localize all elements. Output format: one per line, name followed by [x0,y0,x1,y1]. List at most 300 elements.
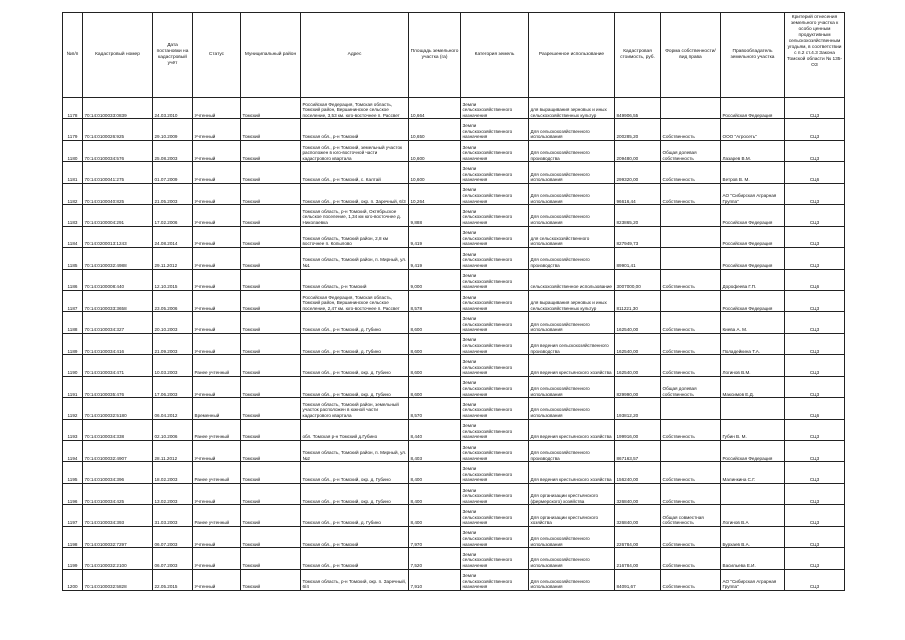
cell-criterion: СЦ3 [785,505,845,526]
cell-district: Томский [241,183,301,204]
cell-owner: ООО "Агросеть" [721,119,785,140]
cell-permitted-use: Для сельскохозяйственного использования [529,162,615,183]
cell-cadastral-number: 70:14:0100032:2100 [83,548,153,569]
cell-status: Учтенный [193,548,241,569]
cell-land-category: Земли сельскохозяйственного назначения [461,569,529,590]
cell-cadastral-number: 70:14:0100026:925 [83,119,153,140]
cell-status: Ранее учтенный [193,462,241,483]
cell-registration-date: 21.09.2003 [153,333,193,354]
cell-registration-date: 24.03.2010 [153,98,193,119]
cell-cadastral-value: 89901,41 [615,248,661,269]
cell-criterion: СЦ6 [785,269,845,290]
cell-permitted-use: сельскохозяйственное использование [529,269,615,290]
cell-status: Ранее учтенный [193,419,241,440]
cell-cadastral-value: 326840,00 [615,505,661,526]
cell-district: Томский [241,441,301,462]
cell-address: Томская обл., р-н Томский [301,526,409,547]
cell-land-category: Земли сельскохозяйственного назначения [461,119,529,140]
cell-status: Ранее учтенный [193,355,241,376]
cell-address: Томская область, р-н Томский, Октябрьское сельское поселение, 1,34 км юго-восточнее д. Николаевка [301,205,409,226]
cell-criterion: СЦ3 [785,355,845,376]
cell-district: Томский [241,398,301,419]
cell-area: 8,578 [409,290,461,311]
cell-owner: АО "Сибирская Аграрная Группа" [721,183,785,204]
cell-ownership-form: Собственность [661,419,721,440]
cell-land-category: Земли сельскохозяйственного назначения [461,183,529,204]
cell-district: Томский [241,226,301,247]
cell-area: 8,570 [409,398,461,419]
cell-permitted-use: Для сельскохозяйственного производства [529,140,615,161]
cell-cadastral-value: 3007000,00 [615,269,661,290]
cell-status: Учтенный [193,183,241,204]
cell-status: Учтенный [193,98,241,119]
table-row [63,226,845,247]
cell-district: Томский [241,205,301,226]
cell-cadastral-value: 811221,30 [615,290,661,311]
cell-criterion: СЦ6 [785,162,845,183]
cell-area: 10,650 [409,119,461,140]
cell-cadastral-value: 162540,00 [615,355,661,376]
cell-criterion: СЦ3 [785,226,845,247]
cell-area: 8,403 [409,441,461,462]
cell-area: 8,440 [409,419,461,440]
cell-owner: АО "Сибирская Аграрная Группа" [721,569,785,590]
cell-permitted-use: для сельскохозяйственного использования [529,226,615,247]
cell-cadastral-value: 209480,00 [615,140,661,161]
cell-area: 8,600 [409,312,461,333]
cell-address: Томская обл., р-н Томский, окр. д. Губино [301,483,409,504]
cell-owner: Максимов Е.Д. [721,376,785,397]
cell-area: 7,910 [409,569,461,590]
cell-address: Томская область, Томский район, 2,8 км восточнее п. Копылово [301,226,409,247]
land-registry-sheet [62,12,843,591]
cell-ownership-form: Собственность [661,355,721,376]
cell-cadastral-value: 162540,00 [615,333,661,354]
cell-row-number: 1192 [63,398,83,419]
col-header-status: Статус [193,13,241,98]
col-header-num: №п/п [63,13,83,98]
cell-district: Томский [241,162,301,183]
col-header-cadastral-number: Кадастровый номер [83,13,153,98]
cell-status: Учтенный [193,569,241,590]
table-row [63,505,845,526]
cell-ownership-form: Собственность [661,119,721,140]
cell-cadastral-number: 70:14:0100034:393 [83,505,153,526]
cell-owner: Бурхаев В.А. [721,526,785,547]
cell-cadastral-value: 823865,20 [615,205,661,226]
cell-criterion: СЦ3 [785,312,845,333]
cell-district: Томский [241,312,301,333]
cell-district: Томский [241,483,301,504]
cell-ownership-form [661,98,721,119]
cell-status: Учтенный [193,312,241,333]
land-plots-table [62,12,845,591]
cell-status: Учтенный [193,526,241,547]
cell-cadastral-number: 70:14:0100008:440 [83,269,153,290]
cell-permitted-use: Для сельскохозяйственного использования [529,376,615,397]
cell-owner: Российская Федерация [721,205,785,226]
cell-permitted-use: для выращивания зерновых и иных сельскохозяйственных культур [529,290,615,311]
cell-criterion: СЦ3 [785,548,845,569]
cell-area: 9,000 [409,269,461,290]
cell-area: 8,400 [409,462,461,483]
cell-criterion: СЦ3 [785,290,845,311]
cell-land-category: Земли сельскохозяйственного назначения [461,205,529,226]
col-header-cadastral-value: Кадастровая стоимость, руб. [615,13,661,98]
cell-row-number: 1198 [63,526,83,547]
cell-registration-date: 02.10.2006 [153,419,193,440]
cell-criterion: СЦ6 [785,398,845,419]
cell-land-category: Земли сельскохозяйственного назначения [461,162,529,183]
header-row [63,13,845,98]
cell-district: Томский [241,119,301,140]
cell-permitted-use: Для сельскохозяйственного производства [529,441,615,462]
cell-cadastral-value: 867163,57 [615,441,661,462]
table-row [63,483,845,504]
table-row [63,441,845,462]
cell-address: Томская обл., р-н Томский [301,119,409,140]
cell-area: 10,600 [409,162,461,183]
cell-row-number: 1195 [63,462,83,483]
table-row [63,548,845,569]
cell-ownership-form: Общая совместная собственность [661,505,721,526]
cell-address: Томская область, р-н Томский [301,269,409,290]
cell-cadastral-number: 70:14:0100034:416 [83,333,153,354]
cell-cadastral-number: 70:14:0100004:291 [83,205,153,226]
col-header-ownership-form: Форма собственности/вид права [661,13,721,98]
cell-land-category: Земли сельскохозяйственного назначения [461,398,529,419]
table-row [63,398,845,419]
cell-owner: Васильева Е.И. [721,548,785,569]
cell-cadastral-value: 200285,20 [615,119,661,140]
cell-cadastral-value: 96616,44 [615,183,661,204]
cell-permitted-use: Для сельскохозяйственного использования [529,526,615,547]
cell-address: Российская Федерация, Томская область, Томский район, Вершининское сельское поселение, 3,53 км. юго-восточнее п. Рассвет [301,98,409,119]
cell-cadastral-value: 216784,00 [615,548,661,569]
cell-ownership-form [661,398,721,419]
cell-district: Томский [241,526,301,547]
cell-cadastral-number: 70:14:0100041:275 [83,162,153,183]
cell-cadastral-number: 70:14:0100032:5180 [83,398,153,419]
cell-status: Учтенный [193,441,241,462]
cell-permitted-use: Для сельскохозяйственного производства [529,248,615,269]
cell-area: 8,600 [409,376,461,397]
table-row [63,462,845,483]
cell-area: 8,600 [409,333,461,354]
cell-criterion: СЦ3 [785,140,845,161]
cell-address: Томская область, Томский район, п. Мирный, ул. №1 [301,248,409,269]
cell-owner: Российская Федерация [721,98,785,119]
cell-land-category: Земли сельскохозяйственного назначения [461,248,529,269]
cell-criterion: СЦ3 [785,119,845,140]
cell-row-number: 1189 [63,333,83,354]
cell-owner: Российская Федерация [721,226,785,247]
cell-owner: Дорофеева Г.П. [721,269,785,290]
cell-criterion: СЦ3 [785,419,845,440]
cell-area: 8,600 [409,355,461,376]
cell-cadastral-number: 70:14:0100032:5828 [83,569,153,590]
cell-status: Ранее учтенный [193,505,241,526]
cell-criterion: СЦ3 [785,441,845,462]
cell-ownership-form [661,205,721,226]
cell-land-category: Земли сельскохозяйственного назначения [461,312,529,333]
cell-cadastral-value: 829990,00 [615,376,661,397]
cell-registration-date: 29.11.2012 [153,248,193,269]
cell-row-number: 1183 [63,205,83,226]
cell-land-category: Земли сельскохозяйственного назначения [461,333,529,354]
cell-owner: Киева А. М. [721,312,785,333]
cell-criterion: СЦ3 [785,483,845,504]
cell-criterion: СЦ3 [785,526,845,547]
cell-ownership-form [661,226,721,247]
cell-status: Временный [193,398,241,419]
cell-cadastral-number: 70:14:0100032:7297 [83,526,153,547]
cell-owner: Губин В. М. [721,419,785,440]
cell-area: 10,264 [409,183,461,204]
cell-address: Томская обл., р-н Томский, д. Губино [301,312,409,333]
cell-row-number: 1180 [63,140,83,161]
cell-row-number: 1184 [63,226,83,247]
cell-land-category: Земли сельскохозяйственного назначения [461,483,529,504]
cell-cadastral-value: 162540,00 [615,312,661,333]
cell-owner: Российская Федерация [721,290,785,311]
cell-land-category: Земли сельскохозяйственного назначения [461,505,529,526]
cell-cadastral-value: 827949,73 [615,226,661,247]
cell-registration-date: 06.07.2003 [153,526,193,547]
cell-cadastral-value: 84091,67 [615,569,661,590]
table-row [63,333,845,354]
cell-row-number: 1187 [63,290,83,311]
cell-status: Учтенный [193,119,241,140]
table-row [63,183,845,204]
cell-ownership-form: Собственность [661,483,721,504]
cell-permitted-use: Для сельскохозяйственного использования [529,398,615,419]
cell-ownership-form [661,248,721,269]
cell-ownership-form [661,441,721,462]
cell-ownership-form: Собственность [661,333,721,354]
table-row [63,248,845,269]
col-header-district: Муниципальный район [241,13,301,98]
cell-row-number: 1186 [63,269,83,290]
cell-permitted-use: Для сельскохозяйственного использования [529,183,615,204]
cell-address: обл. Томская р-н Томский д.Губино [301,419,409,440]
cell-address: Томская обл., р-н Томский [301,548,409,569]
cell-address: Томская обл., р-н Томский, окр. п. Заречный, 6/3 [301,183,409,204]
cell-area: 7,520 [409,548,461,569]
cell-land-category: Земли сельскохозяйственного назначения [461,441,529,462]
cell-permitted-use: Для ведения крестьянского хозяйства [529,462,615,483]
cell-land-category: Земли сельскохозяйственного назначения [461,355,529,376]
table-row [63,269,845,290]
cell-ownership-form: Собственность [661,526,721,547]
cell-owner [721,483,785,504]
table-row [63,98,845,119]
cell-district: Томский [241,248,301,269]
cell-land-category: Земли сельскохозяйственного назначения [461,526,529,547]
cell-cadastral-number: 70:14:0100033:0839 [83,98,153,119]
cell-status: Учтенный [193,333,241,354]
cell-permitted-use: Для ведения крестьянского хозяйства [529,355,615,376]
table-row [63,119,845,140]
cell-cadastral-number: 70:14:0100034:327 [83,312,153,333]
cell-cadastral-number: 70:14:0100034:338 [83,419,153,440]
cell-cadastral-number: 70:14:0100033:3658 [83,290,153,311]
cell-row-number: 1199 [63,548,83,569]
col-header-owner: Правообладатель земельного участка [721,13,785,98]
cell-address: Томская обл., р-н Томский, окр. д. Губино [301,462,409,483]
cell-registration-date: 22.05.2015 [153,569,193,590]
cell-district: Томский [241,505,301,526]
cell-status: Учтенный [193,269,241,290]
cell-status: Учтенный [193,290,241,311]
cell-address: Российская Федерация, Томская область, Томский район, Вершининское сельское поселение, 2,47 км. юго-восточнее п. Рассвет [301,290,409,311]
table-row [63,205,845,226]
col-header-land-category: Категория земель [461,13,529,98]
cell-criterion: СЦ3 [785,248,845,269]
cell-district: Томский [241,548,301,569]
cell-criterion: СЦ3 [785,462,845,483]
cell-permitted-use: Для сельскохозяйственного использования [529,569,615,590]
cell-permitted-use: Для организации крестьянского (фермерского) хозяйства [529,483,615,504]
col-header-address: Адрес [301,13,409,98]
cell-address: Томская область, Томский район, п. Мирный, ул. №2 [301,441,409,462]
cell-cadastral-value: 156240,00 [615,462,661,483]
cell-area: 10,600 [409,140,461,161]
cell-land-category: Земли сельскохозяйственного назначения [461,98,529,119]
cell-cadastral-number: 70:14:0100034:396 [83,462,153,483]
cell-permitted-use: Для ведения сельскохозяйственного производства [529,333,615,354]
cell-ownership-form [661,290,721,311]
cell-owner: Малинкина С.Г. [721,462,785,483]
cell-area: 8,400 [409,483,461,504]
cell-address: Томская обл., р-н Томский, д. Губино [301,333,409,354]
cell-district: Томский [241,140,301,161]
cell-registration-date: 25.08.2003 [153,140,193,161]
col-header-criterion: Критерий отнесения земельного участка к особо ценным продуктивным сельскохозяйственным угодьям, в соответствии с п.2 ст.4.3 Закона Томской области № 135-ОЗ [785,13,845,98]
cell-row-number: 1179 [63,119,83,140]
cell-address: Томская обл., р-н Томский, земельный участок расположен в юго-восточной части кадастрового квартала [301,140,409,161]
cell-district: Томский [241,376,301,397]
cell-registration-date: 28.11.2012 [153,441,193,462]
cell-owner: Российская Федерация [721,441,785,462]
cell-owner [721,398,785,419]
table-row [63,376,845,397]
cell-cadastral-value: 849906,55 [615,98,661,119]
cell-district: Томский [241,462,301,483]
cell-criterion: СЦ3 [785,569,845,590]
cell-ownership-form: Собственность [661,548,721,569]
cell-cadastral-number: 70:14:0100034:576 [83,140,153,161]
cell-status: Учтенный [193,483,241,504]
cell-status: Учтенный [193,376,241,397]
table-row [63,140,845,161]
cell-owner: Ветров В. М. [721,162,785,183]
cell-area: 9,419 [409,248,461,269]
cell-criterion: СЦ3 [785,376,845,397]
cell-district: Томский [241,355,301,376]
cell-status: Учтенный [193,205,241,226]
cell-cadastral-number: 70:14:0100040:825 [83,183,153,204]
cell-land-category: Земли сельскохозяйственного назначения [461,269,529,290]
cell-row-number: 1200 [63,569,83,590]
cell-area: 8,400 [409,505,461,526]
table-row [63,569,845,590]
cell-area: 9,888 [409,205,461,226]
cell-permitted-use: Для сельскохозяйственного использования [529,205,615,226]
cell-registration-date: 06.04.2012 [153,398,193,419]
cell-registration-date: 24.08.2014 [153,226,193,247]
cell-criterion: СЦ3 [785,183,845,204]
cell-ownership-form: Общая долевая собственность [661,376,721,397]
table-row [63,312,845,333]
cell-registration-date: 01.07.2009 [153,162,193,183]
cell-criterion: СЦ3 [785,205,845,226]
cell-address: Томская обл., р-н Томский, с. Калтай [301,162,409,183]
cell-row-number: 1190 [63,355,83,376]
cell-address: Томская обл., р-н Томский, окр. д. Губино [301,355,409,376]
cell-registration-date: 21.05.2003 [153,183,193,204]
cell-registration-date: 31.03.2003 [153,505,193,526]
cell-row-number: 1185 [63,248,83,269]
cell-ownership-form: Собственность [661,312,721,333]
cell-cadastral-value: 326840,00 [615,483,661,504]
cell-owner: Поладейкина Т.А. [721,333,785,354]
cell-district: Томский [241,98,301,119]
cell-owner: Российская Федерация [721,248,785,269]
cell-registration-date: 18.02.2003 [153,462,193,483]
cell-permitted-use: Для сельскохозяйственного использования [529,119,615,140]
cell-district: Томский [241,269,301,290]
cell-permitted-use: Для ведения крестьянского хозяйства [529,419,615,440]
cell-registration-date: 20.10.2003 [153,312,193,333]
cell-area: 10,664 [409,98,461,119]
cell-criterion: СЦ3 [785,98,845,119]
cell-status: Учтенный [193,140,241,161]
cell-cadastral-number: 70:14:0100032:4907 [83,441,153,462]
cell-permitted-use: для выращивания зерновых и иных сельскохозяйственных культур [529,98,615,119]
cell-land-category: Земли сельскохозяйственного назначения [461,462,529,483]
cell-registration-date: 17.06.2003 [153,376,193,397]
table-row [63,526,845,547]
cell-land-category: Земли сельскохозяйственного назначения [461,290,529,311]
table-row [63,355,845,376]
cell-ownership-form: Собственность [661,569,721,590]
cell-cadastral-number: 70:14:0100034:471 [83,355,153,376]
cell-cadastral-value: 193812,20 [615,398,661,419]
cell-cadastral-number: 70:14:0100034:425 [83,483,153,504]
cell-registration-date: 13.02.2003 [153,483,193,504]
cell-cadastral-value: 226784,00 [615,526,661,547]
table-row [63,290,845,311]
cell-row-number: 1196 [63,483,83,504]
cell-status: Учтенный [193,226,241,247]
cell-row-number: 1191 [63,376,83,397]
col-header-permitted-use: Разрешенное использование [529,13,615,98]
col-header-registration-date: Дата постановки на кадастровый учёт [153,13,193,98]
cell-district: Томский [241,290,301,311]
cell-permitted-use: Для организации крестьянского хозяйства [529,505,615,526]
cell-owner: Логинов В.А [721,505,785,526]
cell-district: Томский [241,333,301,354]
cell-district: Томский [241,419,301,440]
cell-row-number: 1181 [63,162,83,183]
cell-cadastral-value: 199916,00 [615,419,661,440]
cell-cadastral-number: 70:14:0200013:1243 [83,226,153,247]
cell-cadastral-value: 299320,00 [615,162,661,183]
cell-land-category: Земли сельскохозяйственного назначения [461,226,529,247]
cell-ownership-form: Собственность [661,462,721,483]
cell-row-number: 1182 [63,183,83,204]
